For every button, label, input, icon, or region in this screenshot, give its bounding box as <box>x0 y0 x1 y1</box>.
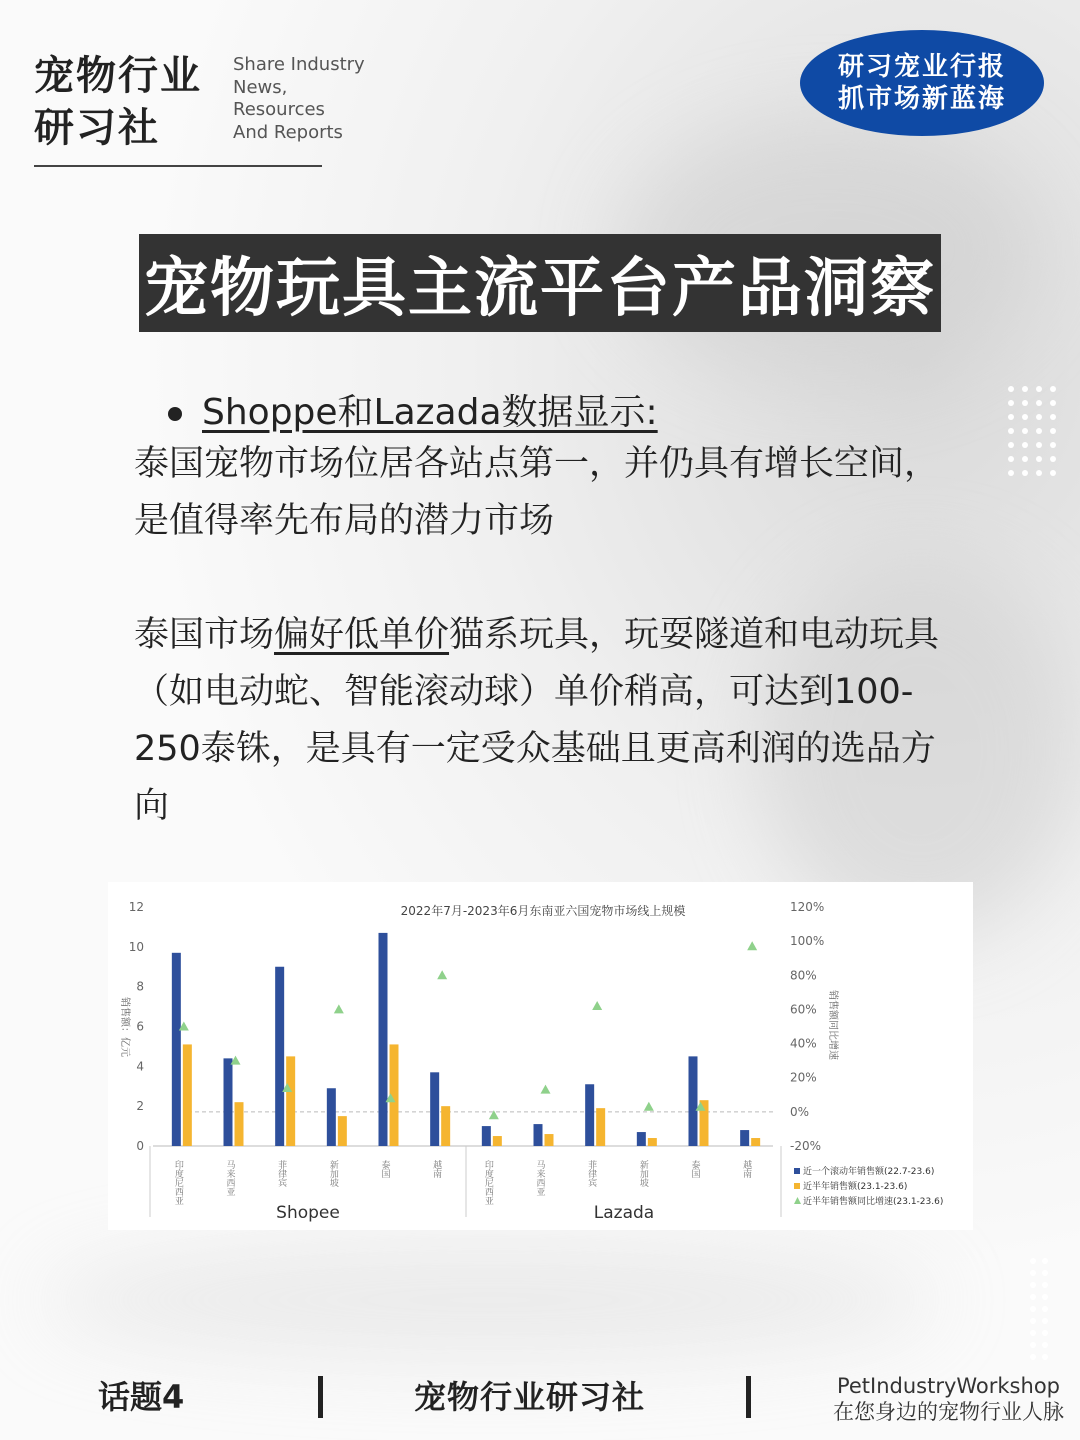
footer-separator <box>746 1376 751 1418</box>
dot <box>1050 470 1056 476</box>
y2-tick-label: 20% <box>790 1070 817 1085</box>
dot <box>1042 1294 1048 1300</box>
dot <box>1030 1306 1036 1312</box>
page-title: 宠物玩具主流平台产品洞察 <box>144 252 936 326</box>
y2-tick-label: 100% <box>790 934 825 949</box>
legend-swatch <box>794 1183 800 1189</box>
group-label-lazada: Lazada <box>593 1203 655 1223</box>
dot <box>1022 442 1028 448</box>
bar-half-year-sales <box>648 1138 657 1146</box>
legend-entry: 近半年销售额(23.1-23.6) <box>803 1182 908 1192</box>
dot <box>1008 428 1014 434</box>
dot <box>1042 1258 1048 1264</box>
legend-swatch <box>794 1197 801 1204</box>
y2-tick-label: 120% <box>790 900 825 914</box>
tagline-line: And Reports <box>233 121 343 143</box>
dot <box>1036 470 1042 476</box>
y-tick-label: 10 <box>128 939 144 954</box>
bar-rolling-year-sales <box>275 967 284 1146</box>
brand-tagline <box>233 54 365 144</box>
footer-topic: 话题4 <box>98 1378 185 1416</box>
dot <box>1022 400 1028 406</box>
dot <box>1036 442 1042 448</box>
growth-rate-marker <box>541 1085 551 1094</box>
bar-half-year-sales <box>751 1138 760 1146</box>
category-label: 越南 <box>741 1160 752 1178</box>
bar-rolling-year-sales <box>172 953 181 1146</box>
y-tick-label: 2 <box>136 1099 144 1114</box>
background-shade <box>40 1240 940 1360</box>
y2-tick-label: 60% <box>790 1002 817 1017</box>
brand-divider <box>34 165 322 167</box>
paragraph-thailand-rank: 泰国宠物市场位居各站点第一，并仍具有增长空间，是值得率先布局的潜力市场 <box>134 444 940 541</box>
dot <box>1008 470 1014 476</box>
dot <box>1042 1342 1048 1348</box>
bar-half-year-sales <box>286 1056 295 1146</box>
dot <box>1036 428 1042 434</box>
dot <box>1022 414 1028 420</box>
category-label: 马来西亚 <box>224 1160 235 1196</box>
bar-half-year-sales <box>235 1102 244 1146</box>
group-label-shopee: Shopee <box>276 1203 340 1223</box>
bar-rolling-year-sales <box>224 1058 233 1146</box>
growth-rate-marker <box>644 1102 654 1111</box>
growth-rate-marker <box>334 1004 344 1013</box>
dot <box>1042 1306 1048 1312</box>
dot <box>1030 1342 1036 1348</box>
bar-half-year-sales <box>545 1134 554 1146</box>
chart-svg <box>108 882 973 1230</box>
dot <box>1022 386 1028 392</box>
dot <box>1030 1294 1036 1300</box>
footer-slogan: 在您身边的宠物行业人脉 <box>833 1400 1064 1424</box>
y-tick-label: 4 <box>136 1059 144 1074</box>
dot <box>1050 428 1056 434</box>
dot <box>1036 414 1042 420</box>
dot <box>1050 442 1056 448</box>
category-label: 新加坡 <box>637 1160 648 1187</box>
footer-org: 宠物行业研习社 <box>414 1378 646 1416</box>
footer-english-name: PetIndustryWorkshop <box>836 1374 1060 1398</box>
y-tick-label: 0 <box>136 1139 144 1153</box>
dot <box>1008 442 1014 448</box>
bullet-dot-icon <box>168 407 182 421</box>
bar-rolling-year-sales <box>430 1072 439 1146</box>
category-label: 马来西亚 <box>534 1160 545 1196</box>
bar-half-year-sales <box>441 1106 450 1146</box>
bullet-heading <box>168 384 658 435</box>
growth-rate-marker <box>747 941 757 950</box>
bar-half-year-sales <box>338 1116 347 1146</box>
dot <box>1022 470 1028 476</box>
y2-tick-label: -20% <box>790 1139 822 1153</box>
category-label: 印度尼西亚 <box>172 1160 183 1205</box>
y2-tick-label: 80% <box>790 968 817 983</box>
dot <box>1042 1330 1048 1336</box>
footer-separator <box>318 1376 323 1418</box>
bar-rolling-year-sales <box>534 1124 543 1146</box>
bar-rolling-year-sales <box>379 933 388 1146</box>
tagline-line: Share Industry <box>233 54 365 75</box>
brand-name-line2: 研习社 <box>34 105 160 151</box>
dot <box>1042 1354 1048 1360</box>
category-label: 泰国 <box>379 1160 390 1178</box>
bar-rolling-year-sales <box>585 1084 594 1146</box>
dot <box>1030 1282 1036 1288</box>
tagline-line: Resources <box>233 99 325 120</box>
dot <box>1036 400 1042 406</box>
category-label: 泰国 <box>689 1160 700 1178</box>
market-size-chart <box>108 882 973 1230</box>
bar-rolling-year-sales <box>482 1126 491 1146</box>
dot <box>1042 1270 1048 1276</box>
brand-name-line1: 宠物行业 <box>34 53 202 99</box>
bar-half-year-sales <box>596 1108 605 1146</box>
para2-underlined: 偏好低单价 <box>274 615 450 655</box>
dot <box>1030 1354 1036 1360</box>
bar-rolling-year-sales <box>689 1056 698 1146</box>
bar-rolling-year-sales <box>740 1130 749 1146</box>
legend-entry: 近半年销售额同比增速(23.1-23.6) <box>803 1197 944 1207</box>
bar-half-year-sales <box>183 1044 192 1146</box>
legend-swatch <box>794 1168 800 1174</box>
dot <box>1022 428 1028 434</box>
dot <box>1030 1318 1036 1324</box>
para2-after: 猫系玩具，玩耍隧道和电动玩具（如电动蛇、智能滚动球）单价稍高，可达到100-250泰铢，是具有一定受众基础且更高利润的选品方向 <box>134 615 940 826</box>
y2-tick-label: 0% <box>790 1104 810 1119</box>
growth-rate-marker <box>437 970 447 979</box>
dot <box>1030 1270 1036 1276</box>
dot <box>1030 1330 1036 1336</box>
badge-line2: 抓市场新蓝海 <box>837 84 1006 114</box>
dot-grid-decoration <box>1008 386 1056 476</box>
dot <box>1022 456 1028 462</box>
category-label: 新加坡 <box>327 1160 338 1187</box>
dot <box>1042 1318 1048 1324</box>
bullet-heading-text: Shoppe和Lazada数据显示: <box>202 392 658 433</box>
category-label: 菲律宾 <box>586 1160 597 1187</box>
dot <box>1008 386 1014 392</box>
y-tick-label: 6 <box>136 1019 144 1034</box>
y2-tick-label: 40% <box>790 1036 817 1051</box>
y-tick-label: 8 <box>136 979 144 994</box>
para2-before: 泰国市场 <box>134 615 275 655</box>
category-label: 印度尼西亚 <box>482 1160 493 1205</box>
y2-axis-label: 销售额同比增速 <box>827 990 838 1060</box>
dot <box>1036 386 1042 392</box>
dot <box>1008 414 1014 420</box>
title-banner <box>139 234 941 332</box>
dot <box>1050 386 1056 392</box>
brand-name <box>34 50 202 154</box>
badge-line1: 研习宠业行报 <box>837 52 1006 82</box>
bar-half-year-sales <box>493 1136 502 1146</box>
category-label: 越南 <box>431 1160 442 1178</box>
dot <box>1036 456 1042 462</box>
category-label: 菲律宾 <box>276 1160 287 1187</box>
y-tick-label: 12 <box>128 900 144 914</box>
slogan-badge <box>800 30 1044 136</box>
growth-rate-marker <box>592 1001 602 1010</box>
y-axis-label: 销售额：亿元 <box>119 997 130 1057</box>
dot <box>1030 1258 1036 1264</box>
dot-grid-decoration <box>1030 1258 1048 1360</box>
dot <box>1050 414 1056 420</box>
dot <box>1008 400 1014 406</box>
bar-rolling-year-sales <box>327 1088 336 1146</box>
dot <box>1042 1282 1048 1288</box>
dot <box>1050 456 1056 462</box>
tagline-line: News, <box>233 76 288 98</box>
legend-entry: 近一个滚动年销售额(22.7-23.6) <box>803 1167 935 1177</box>
dot <box>1050 400 1056 406</box>
paragraph-thailand-preference <box>134 607 954 835</box>
dot <box>1008 456 1014 462</box>
chart-title: 2022年7月-2023年6月东南亚六国宠物市场线上规模 <box>400 904 686 918</box>
bar-rolling-year-sales <box>637 1132 646 1146</box>
